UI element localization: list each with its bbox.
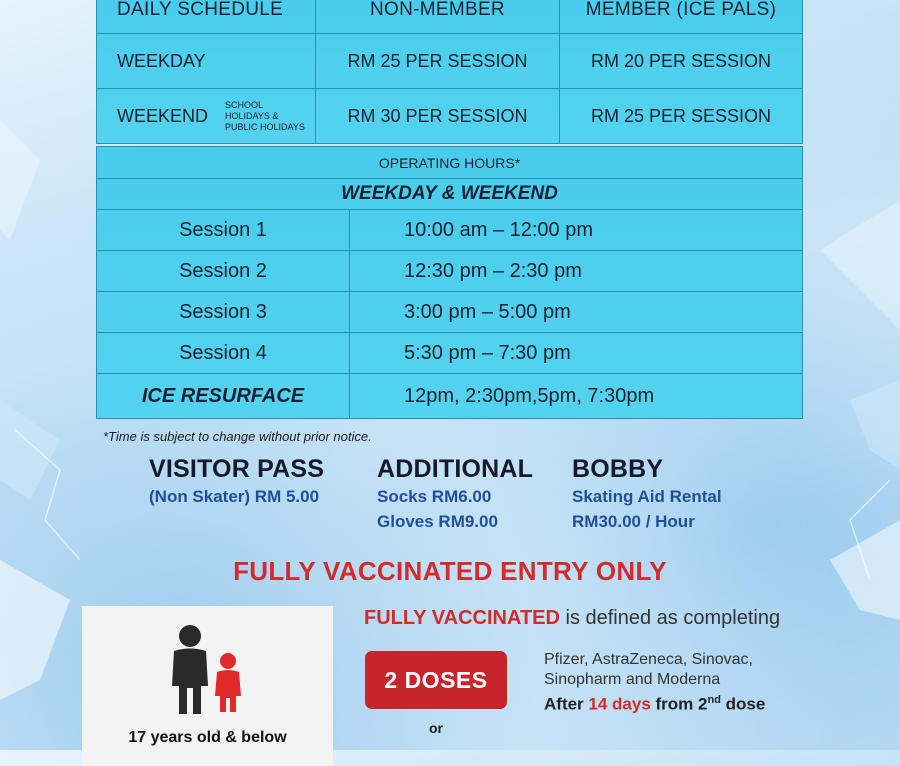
- price-non-member-weekend: RM 30 PER SESSION: [316, 89, 560, 144]
- adult-child-icon: [82, 606, 333, 726]
- after-sup: nd: [707, 694, 721, 706]
- definition-text: is defined as completing: [559, 607, 781, 629]
- price-member-weekend: RM 25 PER SESSION: [560, 89, 803, 144]
- additional-block: [377, 455, 533, 534]
- age-caption: 17 years old & below: [128, 729, 287, 746]
- or-text: or: [429, 720, 443, 736]
- pricing-table: [96, 0, 803, 144]
- session-time: 10:00 am – 12:00 pm: [350, 210, 803, 251]
- visitor-pass-price: (Non Skater) RM 5.00: [149, 487, 320, 506]
- visitor-pass-title: VISITOR PASS: [149, 455, 325, 483]
- operating-hours-table: [96, 146, 803, 419]
- row-label-weekday: WEEKDAY: [97, 34, 316, 89]
- vaccine-list: [544, 650, 753, 690]
- session-row: [97, 210, 803, 251]
- bobby-price: RM30.00 / Hour: [572, 512, 695, 531]
- session-name: Session 2: [97, 251, 350, 292]
- bobby-block: [572, 455, 722, 534]
- vaccine-list-line1: Pfizer, AstraZeneca, Sinovac,: [544, 651, 753, 668]
- session-time: 5:30 pm – 7:30 pm: [350, 333, 803, 374]
- header-daily-schedule: DAILY SCHEDULE: [97, 0, 316, 34]
- price-member-weekday: RM 20 PER SESSION: [560, 34, 803, 89]
- operating-hours-title: OPERATING HOURS*: [97, 147, 803, 179]
- header-non-member: NON-MEMBER: [316, 0, 560, 34]
- session-time: 12:30 pm – 2:30 pm: [350, 251, 803, 292]
- weekend-holiday-note: SCHOOL HOLIDAYS & PUBLIC HOLIDAYS: [225, 99, 305, 132]
- pricing-row-weekday: [97, 34, 803, 89]
- session-row: [97, 333, 803, 374]
- header-member: MEMBER (ICE PALS): [560, 0, 803, 34]
- pricing-row-weekend: [97, 89, 803, 144]
- after-suffix: dose: [720, 694, 766, 714]
- session-row: [97, 251, 803, 292]
- vaccinated-entry-title: FULLY VACCINATED ENTRY ONLY: [233, 556, 667, 586]
- two-doses-badge: 2 DOSES: [365, 651, 507, 709]
- pricing-header-row: [97, 0, 803, 34]
- additional-title: ADDITIONAL: [377, 455, 534, 483]
- visitor-pass-block: [149, 455, 324, 509]
- vaccine-list-line2: Sinopharm and Moderna: [544, 671, 721, 688]
- session-time: 3:00 pm – 5:00 pm: [350, 292, 803, 333]
- session-row: [97, 292, 803, 333]
- after-mid: from 2: [650, 694, 708, 714]
- time-disclaimer: *Time is subject to change without prior notice.: [103, 429, 372, 444]
- ice-resurface-row: [97, 374, 803, 419]
- ice-resurface-times: 12pm, 2:30pm,5pm, 7:30pm: [350, 374, 803, 419]
- bobby-title: BOBBY: [572, 455, 664, 483]
- socks-price: Socks RM6.00: [377, 487, 492, 506]
- weekday-weekend-subtitle: WEEKDAY & WEEKEND: [97, 179, 803, 210]
- vaccinated-definition: [364, 607, 780, 630]
- after-dose-text: [544, 694, 765, 715]
- bobby-description: Skating Aid Rental: [572, 487, 722, 506]
- gloves-price: Gloves RM9.00: [377, 512, 498, 531]
- row-label-weekend-cell: [97, 89, 316, 144]
- session-name: Session 1: [97, 210, 350, 251]
- after-prefix: After: [544, 694, 589, 714]
- fully-vaccinated-emphasis: FULLY VACCINATED: [364, 607, 560, 629]
- session-name: Session 3: [97, 292, 350, 333]
- ice-resurface-label: ICE RESURFACE: [97, 374, 350, 419]
- age-card: [82, 606, 333, 766]
- price-non-member-weekday: RM 25 PER SESSION: [316, 34, 560, 89]
- session-name: Session 4: [97, 333, 350, 374]
- after-days: 14 days: [588, 694, 651, 714]
- row-label-weekend: WEEKEND: [117, 105, 209, 126]
